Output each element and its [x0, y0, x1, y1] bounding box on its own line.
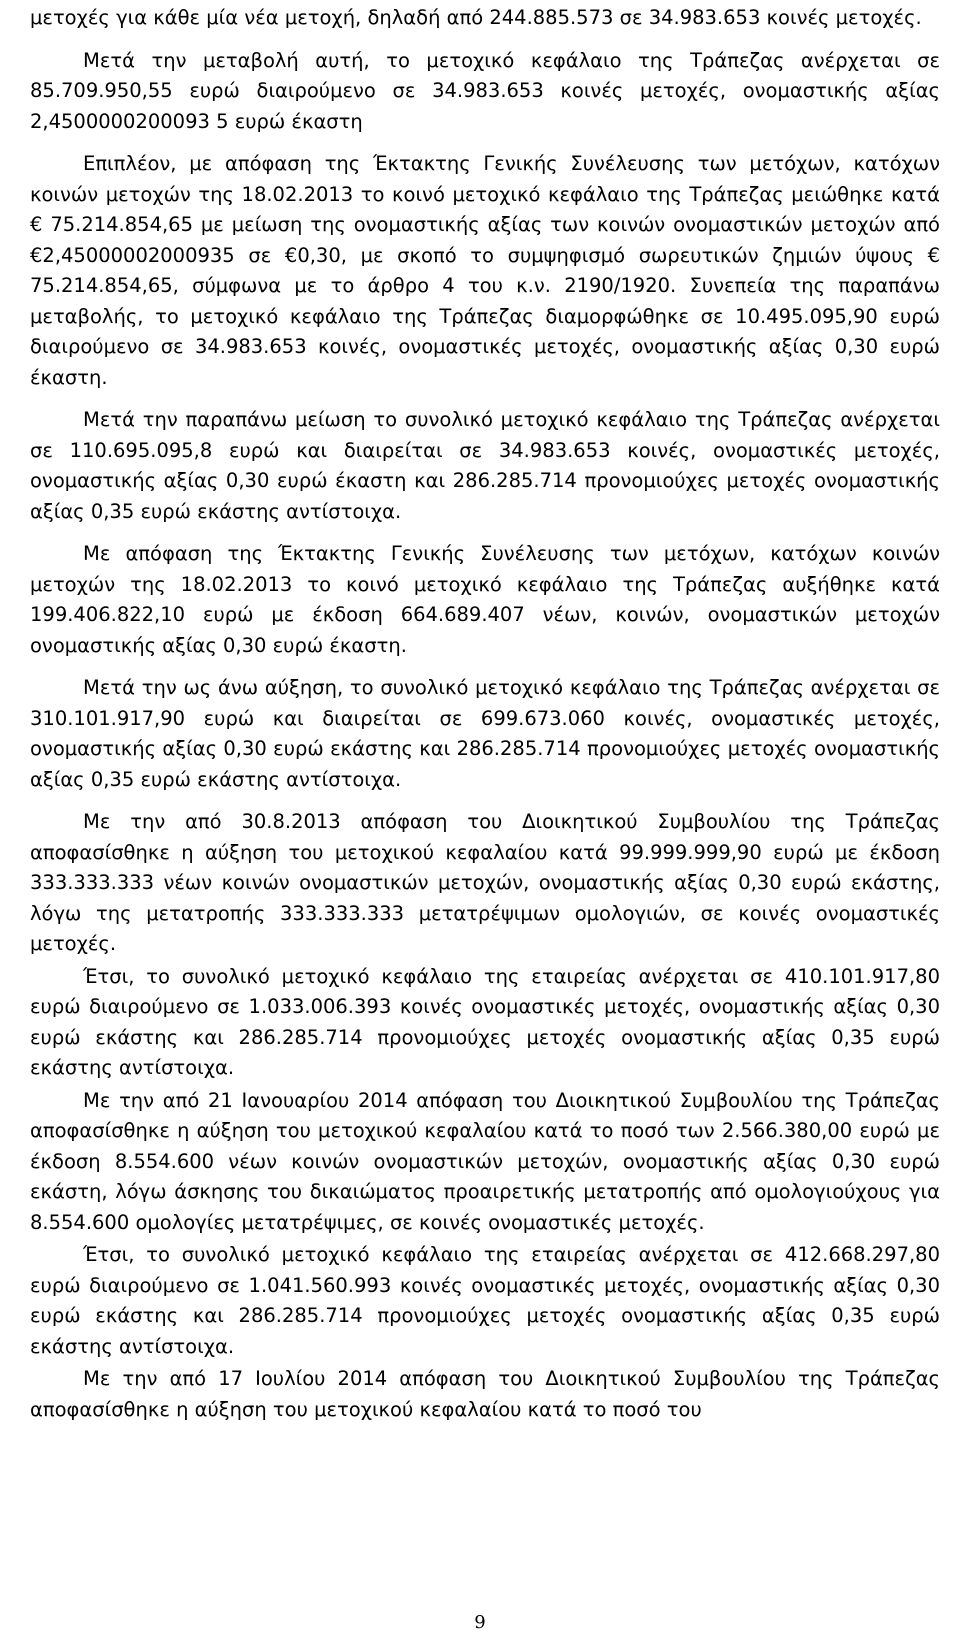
paragraph-capital-after-change: Μετά την μεταβολή αυτή, το μετοχικό κεφάλαιο της Τράπεζας ανέρχεται σε 85.709.950,55 ευρώ διαιρούμενο σε 34.983.653 κοινές μετοχές, ονομαστικής αξίας 2,4500000200093 5 ευρώ έκαστη [30, 48, 940, 133]
paragraph-capital-after-reduction: Μετά την παραπάνω μείωση το συνολικό μετοχικό κεφάλαιο της Τράπεζας ανέρχεται σε 110.695.095,8 ευρώ και διαιρείται σε 34.983.653 κοινές, ονομαστικές μετοχές, ονομαστικής αξίας 0,30 ευρώ έκαστη και 286.285.714 προνομιούχες μετοχές ονομαστικής αξίας 0,35 ευρώ εκάστης αντίστοιχα. [30, 408, 940, 523]
paragraph-total-capital-2014: Έτσι, το συνολικό μετοχικό κεφάλαιο της εταιρείας ανέρχεται σε 412.668.297,80 ευρώ διαιρούμενο σε 1.041.560.993 κοινές ονομαστικές μετοχές, ονομαστικής αξίας 0,30 ευρώ εκάστης και 286.285.714 προνομιούχες μετοχές ονομαστικής αξίας 0,35 ευρώ εκάστης αντίστοιχα. [30, 1243, 940, 1358]
paragraph-board-decision-jan-2014: Με την από 21 Ιανουαρίου 2014 απόφαση του Διοικητικού Συμβουλίου της Τράπεζας αποφασίσθηκε η αύξηση του μετοχικού κεφαλαίου κατά το ποσό των 2.566.380,00 ευρώ με έκδοση 8.554.600 νέων κοινών ονομαστικών μετοχών, ονομαστικής αξίας 0,30 ευρώ εκάστη, λόγω άσκησης του δικαιώματος προαιρετικής μετατροπής από ομολογιούχους για 8.554.600 ομολογίες μετατρέψιμες, σε κοινές ονομαστικές μετοχές. [30, 1088, 940, 1234]
paragraph-capital-increase-egm: Με απόφαση της Έκτακτης Γενικής Συνέλευσης των μετόχων, κατόχων κοινών μετοχών της 18.02.2013 το κοινό μετοχικό κεφάλαιο της Τράπεζας αυξήθηκε κατά 199.406.822,10 ευρώ με έκδοση 664.689.407 νέων, κοινών, ονομαστικών μετοχών ονομαστικής αξίας 0,30 ευρώ έκαστη. [30, 542, 940, 657]
page-number: 9 [474, 1612, 486, 1633]
paragraph-board-decision-jul-2014: Με την από 17 Ιουλίου 2014 απόφαση του Διοικητικού Συμβουλίου της Τράπεζας αποφασίσθηκε η αύξηση του μετοχικού κεφαλαίου κατά το ποσό του [30, 1367, 940, 1421]
document-body [30, 3, 940, 1427]
paragraph-board-decision-2013: Με την από 30.8.2013 απόφαση του Διοικητικού Συμβουλίου της Τράπεζας αποφασίσθηκε η αύξηση του μετοχικού κεφαλαίου κατά 99.999.999,90 ευρώ με έκδοση 333.333.333 νέων κοινών ονομαστικών μετοχών, ονομαστικής αξίας 0,30 ευρώ εκάστης, λόγω της μετατροπής 333.333.333 μετατρέψιμων ομολογιών, σε κοινές ονομαστικές μετοχές. [30, 810, 940, 955]
paragraph-capital-after-increase: Μετά την ως άνω αύξηση, το συνολικό μετοχικό κεφάλαιο της Τράπεζας ανέρχεται σε 310.101.917,90 ευρώ και διαιρείται σε 699.673.060 κοινές, ονομαστικές μετοχές, ονομαστικής αξίας 0,30 ευρώ εκάστης και 286.285.714 προνομιούχες μετοχές ονομαστικής αξίας 0,35 ευρώ εκάστης αντίστοιχα. [30, 676, 940, 791]
paragraph-total-capital-2013: Έτσι, το συνολικό μετοχικό κεφάλαιο της εταιρείας ανέρχεται σε 410.101.917,80 ευρώ διαιρούμενο σε 1.033.006.393 κοινές ονομαστικές μετοχές, ονομαστικής αξίας 0,30 ευρώ εκάστης και 286.285.714 προνομιούχες μετοχές ονομαστικής αξίας 0,35 ευρώ εκάστης αντίστοιχα. [30, 964, 940, 1079]
paragraph-nominal-value-reduction: Επιπλέον, με απόφαση της Έκτακτης Γενικής Συνέλευσης των μετόχων, κατόχων κοινών μετοχών της 18.02.2013 το κοινό μετοχικό κεφάλαιο της Τράπεζας μειώθηκε κατά € 75.214.854,65 με μείωση της ονομαστικής αξίας των κοινών ονομαστικών μετοχών από €2,45000002000935 σε €0,30, με σκοπό το συμψηφισμό σωρευτικών ζημιών ύψους € 75.214.854,65, σύμφωνα με το άρθρο 4 του κ.ν. 2190/1920. Συνεπεία της παραπάνω μεταβολής, το μετοχικό κεφάλαιο της Τράπεζας διαμορφώθηκε σε 10.495.095,90 ευρώ διαιρούμενο σε 34.983.653 κοινές, ονομαστικές μετοχές, ονομαστικής αξίας 0,30 ευρώ έκαστη. [30, 152, 940, 389]
paragraph-share-reduction: μετοχές για κάθε μία νέα μετοχή, δηλαδή από 244.885.573 σε 34.983.653 κοινές μετοχές. [30, 6, 922, 29]
